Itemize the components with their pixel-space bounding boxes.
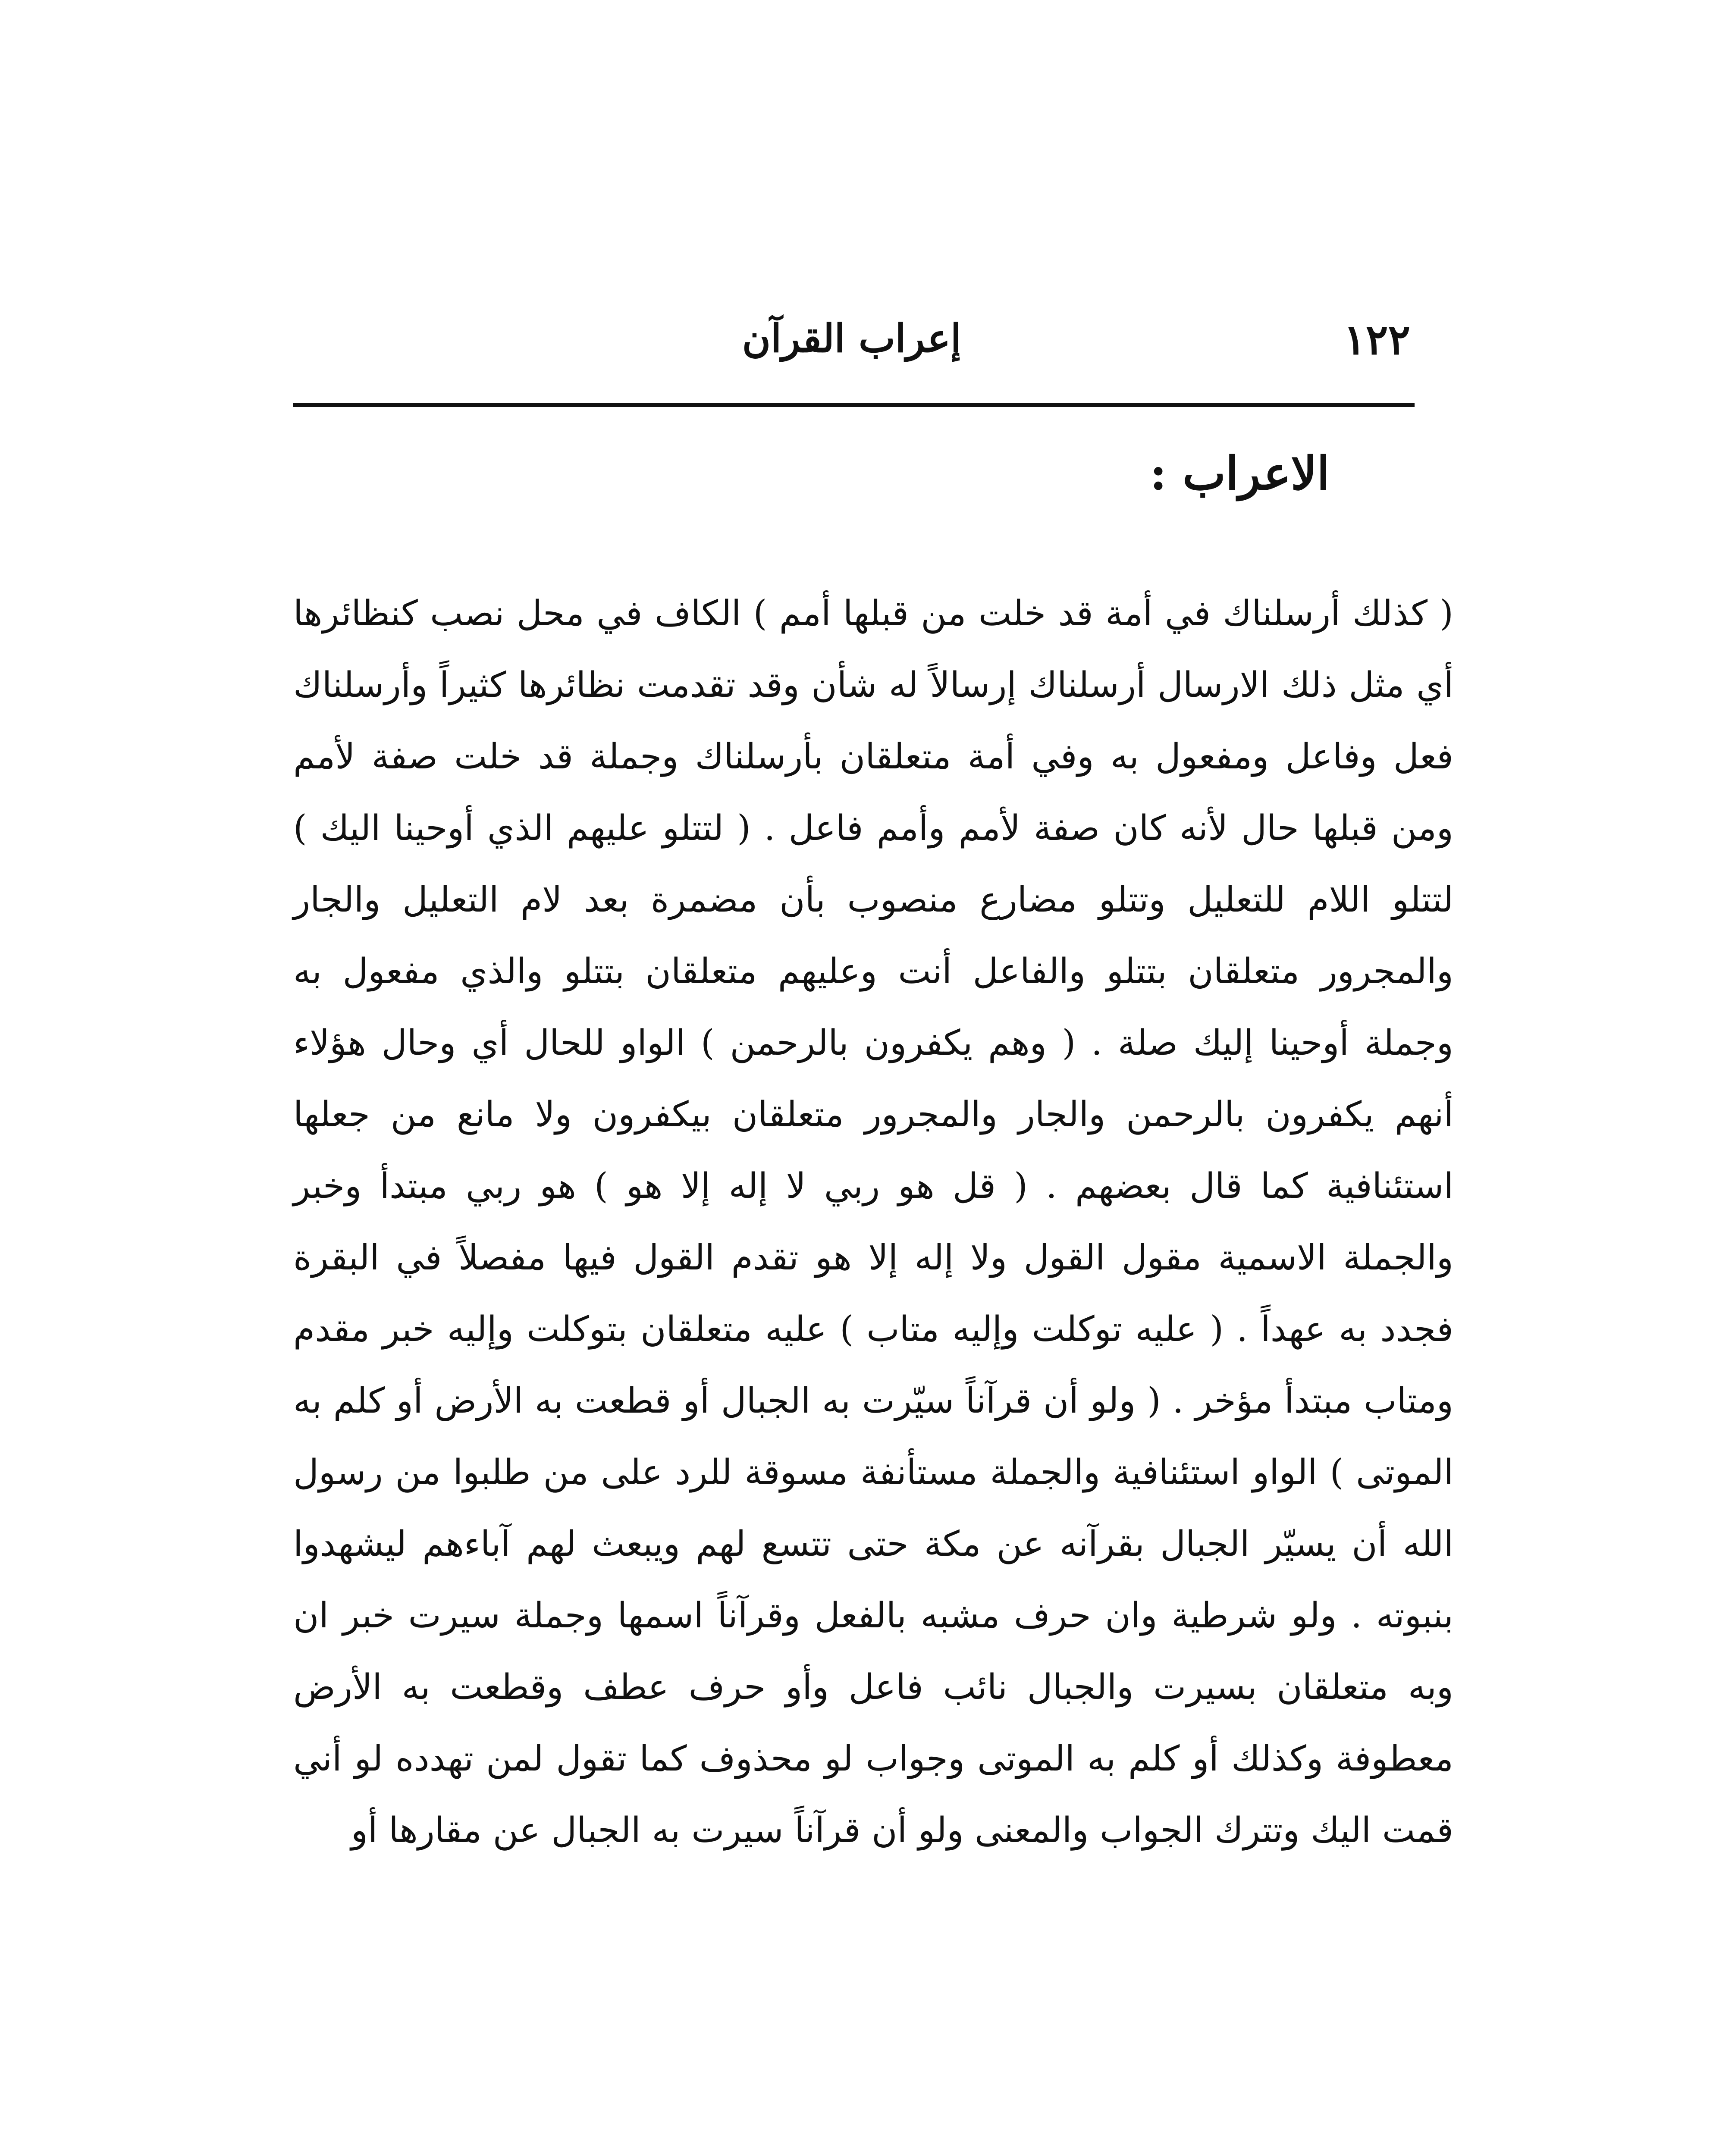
- page-number: ١٢٢: [1343, 315, 1410, 364]
- section-heading: الاعراب :: [1150, 446, 1330, 500]
- header-divider: [293, 403, 1415, 407]
- body-text: [293, 578, 1453, 1866]
- page-header: [293, 302, 1410, 379]
- body-paragraph: ( كذلك أرسلناك في أمة قد خلت من قبلها أمم ) الكاف في محل نصب كنظائرها أي مثل ذلك الارسال أرسلناك إرسالاً له شأن وقد تقدمت نظائرها كثيراً وأرسلناك فعل وفاعل ومفعول به وفي أمة متعلقان بأرسلناك وجملة قد خلت صفة لأمم ومن قبلها حال لأنه كان صفة لأمم وأمم فاعل . ( لتتلو عليهم الذي أوحينا اليك ) لتتلو اللام للتعليل وتتلو مضارع منصوب بأن مضمرة بعد لام التعليل والجار والمجرور متعلقان بتتلو والفاعل أنت وعليهم متعلقان بتتلو والذي مفعول به وجملة أوحينا إليك صلة . ( وهم يكفرون بالرحمن ) الواو للحال أي وحال هؤلاء أنهم يكفرون بالرحمن والجار والمجرور متعلقان بيكفرون ولا مانع من جعلها استئنافية كما قال بعضهم . ( قل هو ربي لا إله إلا هو ) هو ربي مبتدأ وخبر والجملة الاسمية مقول القول ولا إله إلا هو تقدم القول فيها مفصلاً في البقرة فجدد به عهداً . ( عليه توكلت وإليه متاب ) عليه متعلقان بتوكلت وإليه خبر مقدم ومتاب مبتدأ مؤخر . ( ولو أن قرآناً سيّرت به الجبال أو قطعت به الأرض أو كلم به الموتى ) الواو استئنافية والجملة مستأنفة مسوقة للرد على من طلبوا من رسول الله أن يسيّر الجبال بقرآنه عن مكة حتى تتسع لهم ويبعث لهم آباءهم ليشهدوا بنبوته . ولو شرطية وان حرف مشبه بالفعل وقرآناً اسمها وجملة سيرت خبر ان وبه متعلقان بسيرت والجبال نائب فاعل وأو حرف عطف وقطعت به الأرض معطوفة وكذلك أو كلم به الموتى وجواب لو محذوف كما تقول لمن تهدده لو أني قمت اليك وتترك الجواب والمعنى ولو أن قرآناً سيرت به الجبال عن مقارها أو: [293, 593, 1453, 1851]
- running-title: إعراب القرآن: [742, 316, 962, 361]
